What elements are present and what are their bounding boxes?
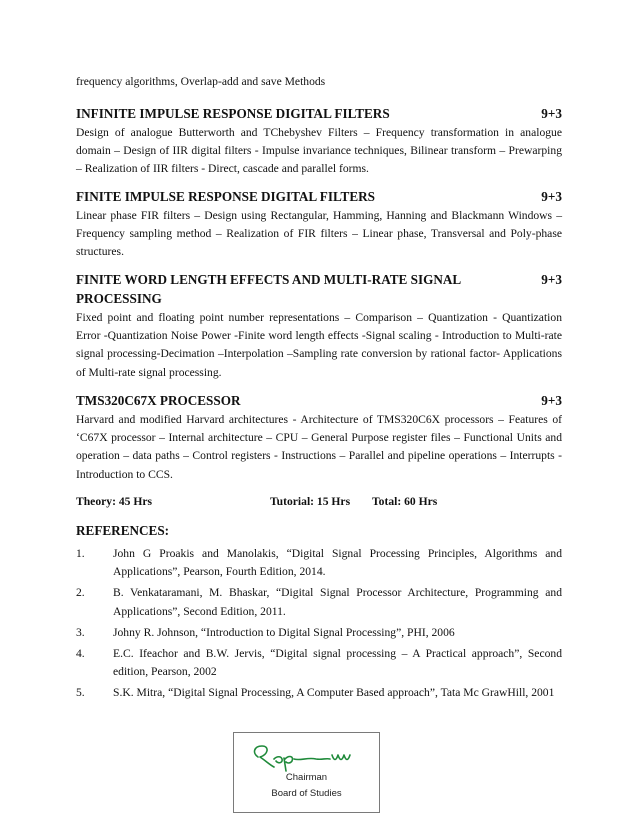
reference-text: B. Venkataramani, M. Bhaskar, “Digital Signal Processor Architecture, Programming and Applications”, Second Edition, 2011. (113, 586, 562, 618)
list-item (76, 545, 562, 581)
board-of-studies-label: Board of Studies (271, 788, 342, 799)
references-title: REFERENCES: (76, 523, 170, 538)
signature-box (233, 732, 380, 813)
reference-text: S.K. Mitra, “Digital Signal Processing, A Computer Based approach”, Tata Mc GrawHill, 2001 (113, 686, 555, 700)
section-heading (76, 104, 562, 123)
reference-number: 5. (76, 686, 85, 700)
section-title: INFINITE IMPULSE RESPONSE DIGITAL FILTERS (76, 106, 390, 121)
section-tms320c67x (76, 391, 562, 484)
section-fir (76, 187, 562, 262)
list-item (76, 584, 562, 620)
references-list (76, 545, 562, 706)
section-hours: 9+3 (541, 106, 562, 121)
list-item (76, 624, 562, 642)
section-body: Design of analogue Butterworth and TChebyshev Filters – Frequency transformation in analogue domain – Design of IIR digital filters - Impulse invariance techniques, Bilinear transform – Prewarping – Realization of IIR filters - Direct, cascade and parallel forms. (76, 126, 562, 176)
list-item (76, 684, 562, 702)
reference-text: John G Proakis and Manolakis, “Digital Signal Processing Principles, Algorithms and Applications”, Pearson, Fourth Edition, 2014. (113, 547, 562, 579)
chairman-label: Chairman (285, 772, 328, 783)
section-title: FINITE WORD LENGTH EFFECTS AND MULTI-RATE SIGNAL (76, 272, 462, 287)
reference-text: Johny R. Johnson, “Introduction to Digital Signal Processing”, PHI, 2006 (113, 625, 455, 639)
section-hours: 9+3 (541, 272, 562, 287)
section-body: Linear phase FIR filters – Design using Rectangular, Hamming, Hanning and Blackmann Windows – Frequency sampling method – Realization of FIR filters – Linear phase, Transversal and Poly-phase structures. (76, 209, 562, 259)
reference-number: 4. (76, 647, 85, 661)
section-title: TMS320C67X PROCESSOR (76, 393, 241, 408)
lead-line: frequency algorithms, Overlap-add and save Methods (76, 75, 326, 88)
tutorial-hours: Tutorial: 15 Hrs (270, 495, 351, 508)
total-hours: Total: 60 Hrs (372, 495, 438, 508)
section-iir (76, 104, 562, 179)
reference-number: 2. (76, 586, 85, 600)
reference-number: 1. (76, 547, 85, 560)
theory-hours: Theory: 45 Hrs (76, 495, 152, 508)
section-finite-word-length (76, 270, 562, 382)
handwritten-signature-icon (244, 737, 369, 777)
reference-text: E.C. Ifeachor and B.W. Jervis, “Digital signal processing – A Practical approach”, Second edition, Pearson, 2002 (113, 647, 562, 679)
section-heading (76, 187, 562, 206)
list-item (76, 645, 562, 681)
section-hours: 9+3 (541, 393, 562, 408)
section-title: FINITE IMPULSE RESPONSE DIGITAL FILTERS (76, 189, 376, 204)
section-body: Harvard and modified Harvard architectures - Architecture of TMS320C6X processors – Features of ‘C67X processor – Internal architecture – CPU – General Purpose register files – Functional Units and operation – data paths – Control registers - Instructions – Parallel and pipeline operations – Interrupts - Introduction to CCS. (76, 413, 562, 481)
section-heading (76, 270, 562, 289)
section-hours: 9+3 (541, 189, 562, 204)
section-body: Fixed point and floating point number representations – Comparison – Quantization - Quantization Error -Quantization Noise Power -Finite word length effects -Signal scaling - Introduction to Multi-rate signal processing-Decimation –Interpolation –Sampling rate conversion by rational factor- Applications of Multi-rate signal processing. (76, 311, 562, 379)
section-heading (76, 391, 562, 410)
reference-number: 3. (76, 625, 85, 639)
section-title-continued: PROCESSING (76, 291, 162, 306)
